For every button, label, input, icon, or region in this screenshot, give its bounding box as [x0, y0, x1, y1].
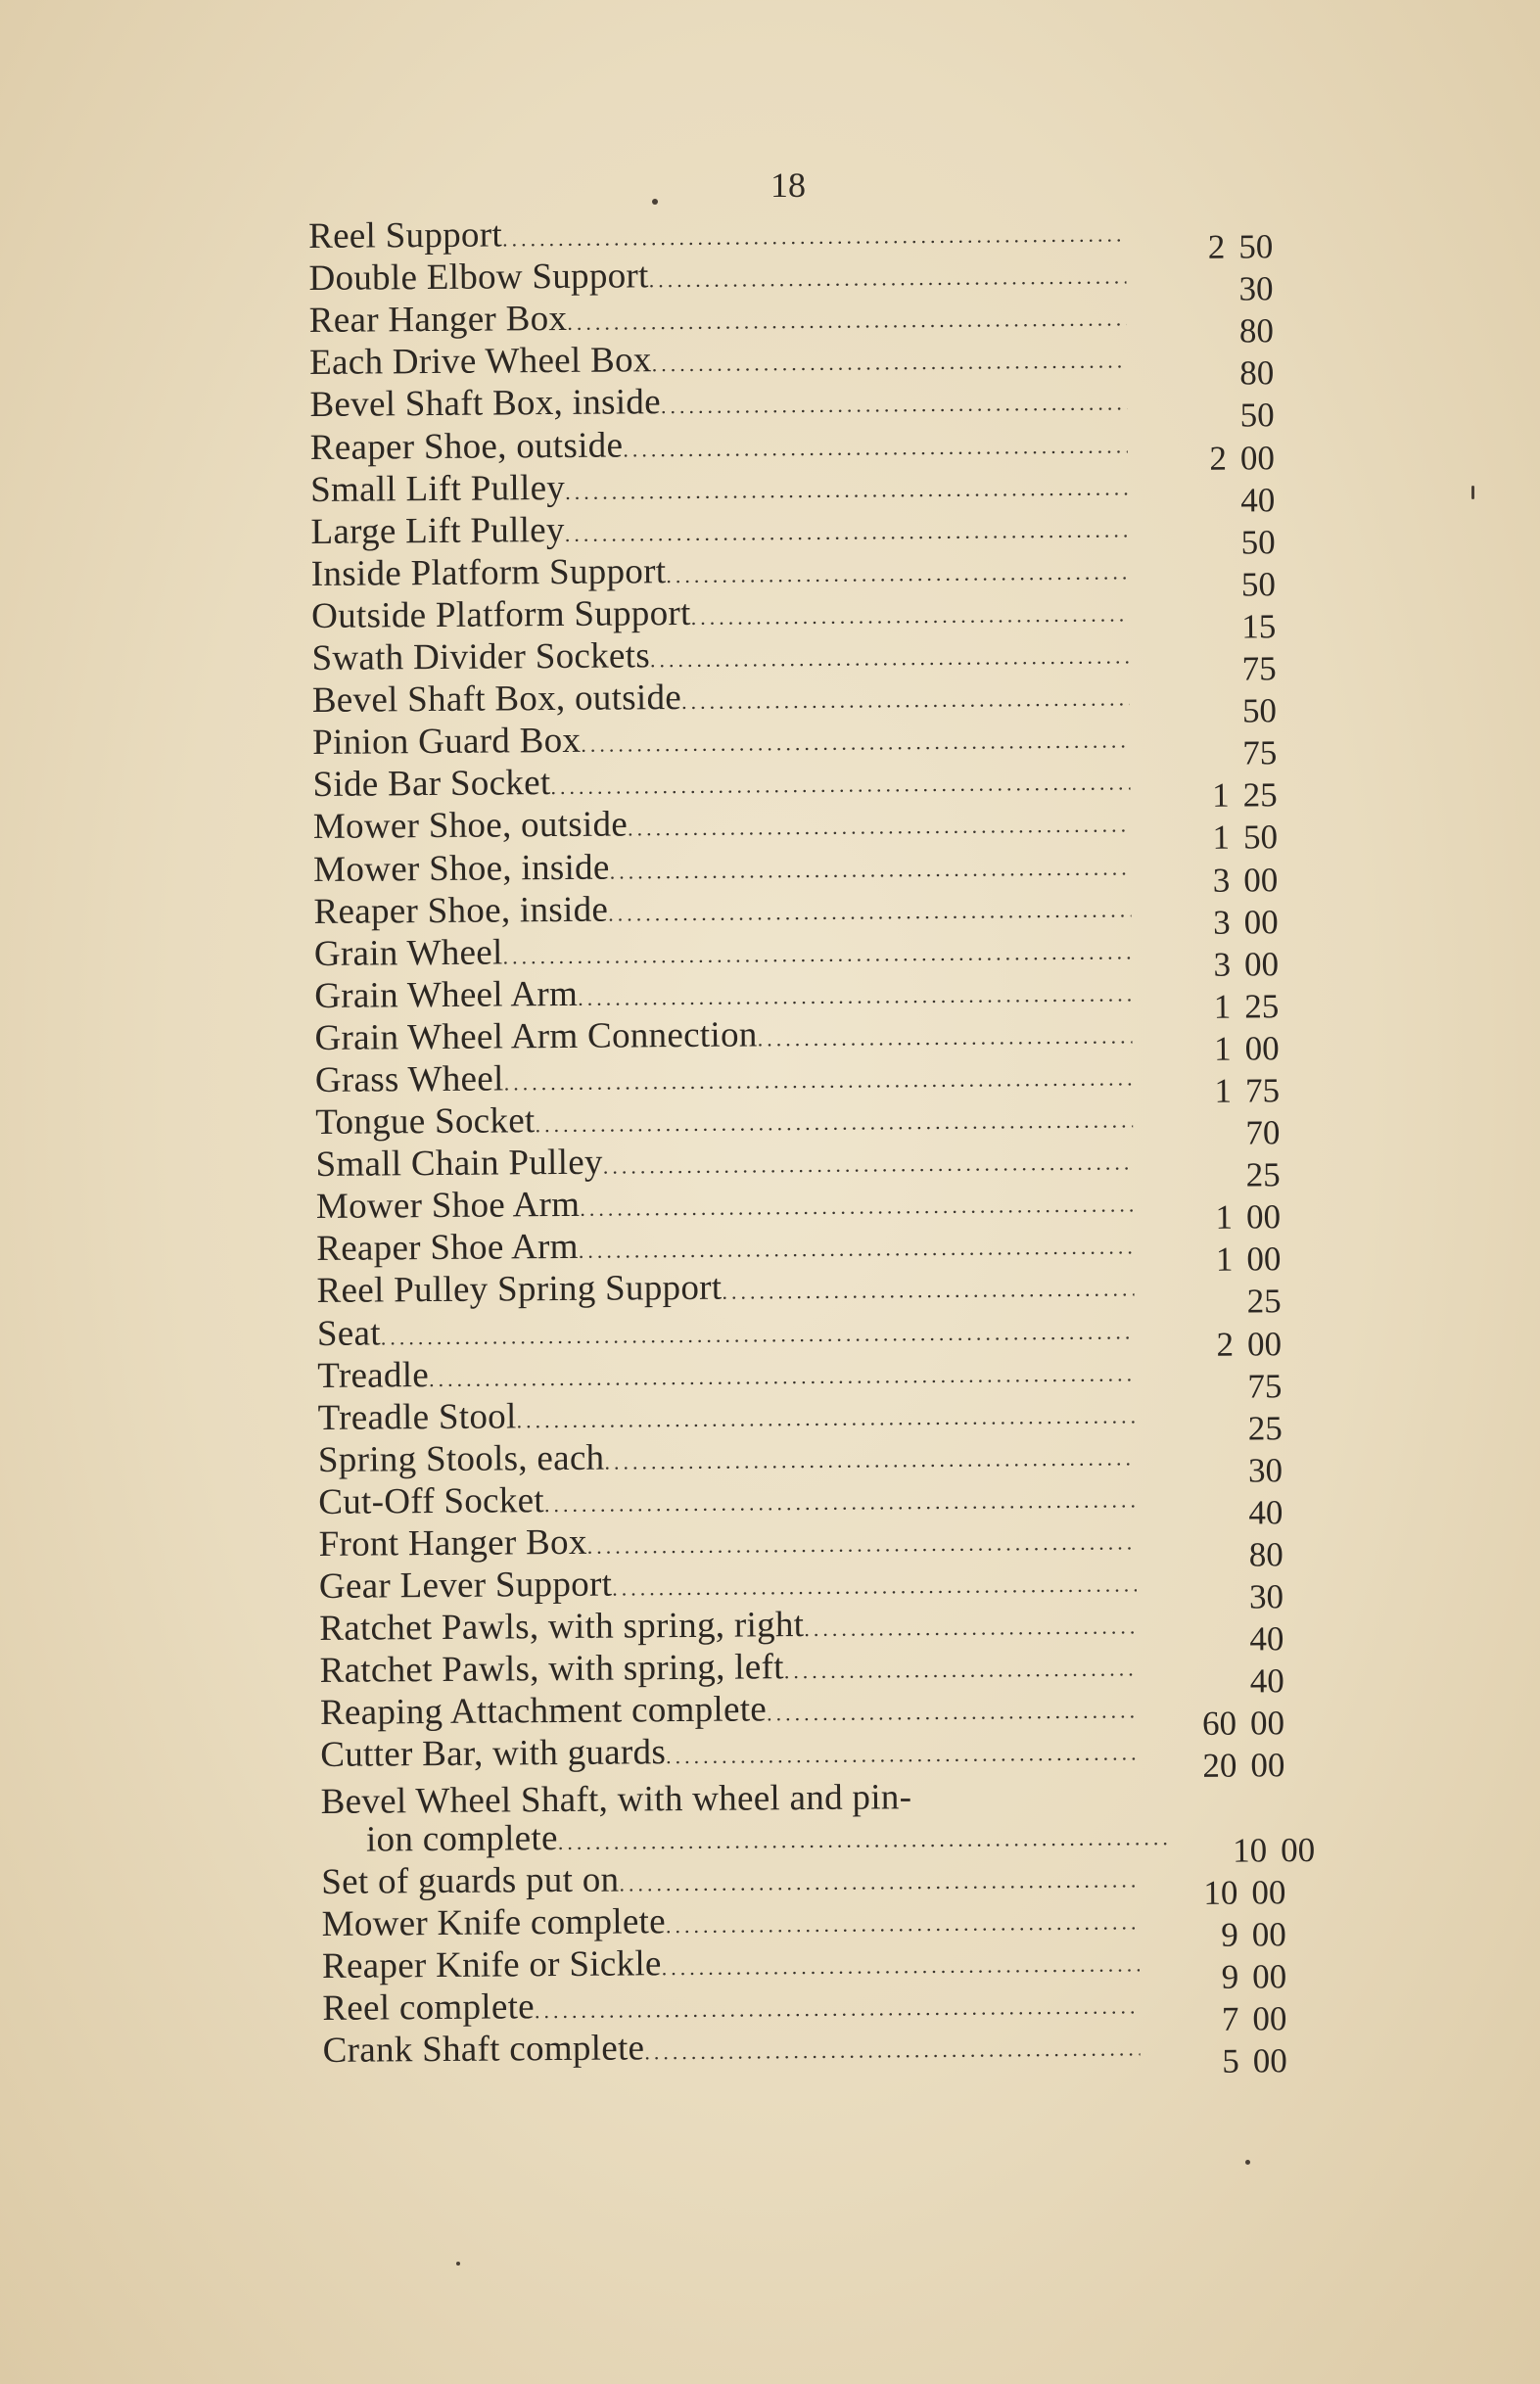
price-dollars: 10	[1232, 1831, 1268, 1870]
price-dollars: 1	[1212, 818, 1231, 858]
price-cents: 25	[1245, 1155, 1281, 1194]
price-cents: 00	[1239, 438, 1276, 478]
item-name: Reel Support	[307, 214, 503, 257]
item-name: Double Elbow Support	[308, 256, 649, 300]
item-name: Reaper Shoe Arm	[316, 1227, 579, 1270]
item-name: Treadle Stool	[317, 1396, 517, 1438]
price-cents: 00	[1252, 1999, 1287, 2038]
price-dollars: 3	[1213, 903, 1231, 942]
price-dollars: 3	[1212, 861, 1231, 900]
price-cents: 40	[1240, 480, 1276, 520]
price-cents: 00	[1243, 860, 1279, 900]
price-cents: 00	[1243, 902, 1279, 942]
price-dollars: 2	[1207, 227, 1226, 266]
item-name: Mower Knife complete	[321, 1901, 667, 1944]
price-dollars: 2	[1216, 1325, 1235, 1364]
item-name: Gear Lever Support	[318, 1564, 613, 1608]
price-cents: 00	[1245, 1197, 1282, 1237]
price-cents: 15	[1241, 607, 1277, 646]
price-cents: 25	[1242, 775, 1278, 815]
item-name: Outside Platform Support	[311, 592, 691, 636]
item-name: Seat	[316, 1312, 382, 1354]
item-name: Reaper Shoe, inside	[313, 889, 609, 932]
item-name: Reel Pulley Spring Support	[316, 1268, 723, 1312]
price-dollars: 9	[1221, 1957, 1239, 1996]
item-name: Grain Wheel	[313, 932, 503, 974]
price-cents: 00	[1251, 1957, 1287, 1996]
item-name: Cutter Bar, with guards	[320, 1732, 667, 1776]
price-list	[307, 211, 1341, 2080]
item-name: Reaping Attachment complete	[319, 1689, 768, 1734]
price-cents: 50	[1240, 523, 1276, 562]
price-dollars: 1	[1215, 1239, 1234, 1280]
price-cents: 00	[1243, 944, 1280, 984]
item-name: Grass Wheel	[314, 1058, 504, 1100]
price-cents: 70	[1245, 1113, 1281, 1152]
item-name: Reaper Shoe, outside	[309, 425, 624, 468]
item-name: Treadle	[317, 1354, 430, 1396]
price-dollars: 7	[1221, 1999, 1239, 2038]
item-name: Rear Hanger Box	[308, 299, 568, 342]
item-name: Bevel Shaft Box, inside	[309, 382, 662, 426]
price-cents: 00	[1250, 1746, 1285, 1785]
item-name: Small Chain Pulley	[315, 1142, 603, 1186]
price-cents: 80	[1239, 353, 1275, 393]
paper-speck	[1471, 486, 1474, 499]
item-name: Cut-Off Socket	[318, 1480, 545, 1522]
price-cents: 75	[1242, 733, 1278, 772]
price-cents: 50	[1240, 565, 1277, 604]
price-cents: 40	[1249, 1619, 1284, 1659]
price-cents: 00	[1246, 1324, 1283, 1364]
item-name: Pinion Guard Box	[312, 721, 582, 764]
price-cents: 75	[1247, 1366, 1283, 1406]
price-cents: 25	[1244, 987, 1280, 1026]
price-cents: 50	[1238, 227, 1274, 266]
price-cents: 00	[1280, 1830, 1316, 1869]
item-name: Bevel Wheel Shaft, with wheel and pin-	[320, 1776, 912, 1822]
item-label-cell	[323, 2024, 1141, 2077]
item-name: Large Lift Pulley	[310, 509, 565, 552]
price-cents: 75	[1241, 649, 1277, 688]
item-name: Spring Stools, each	[317, 1437, 605, 1480]
paper-speck	[456, 2262, 460, 2266]
item-name: Mower Shoe, inside	[313, 847, 610, 890]
item-name: Ratchet Pawls, with spring, right	[319, 1605, 805, 1650]
price-dollars: 1	[1214, 1071, 1233, 1110]
item-name: Front Hanger Box	[318, 1521, 587, 1565]
item-name: Set of guards put on	[321, 1859, 620, 1902]
item-name: Inside Platform Support	[310, 550, 667, 594]
item-name: Grain Wheel Arm	[314, 973, 579, 1016]
price-dollars: 2	[1209, 439, 1228, 478]
item-name: Reaper Knife or Sickle	[321, 1943, 662, 1987]
price-cents: 00	[1244, 1029, 1280, 1068]
item-name: Bevel Shaft Box, outside	[311, 678, 682, 722]
item-name: Swath Divider Sockets	[311, 635, 651, 679]
price-dollars: 9	[1221, 1915, 1238, 1954]
price-cents: 50	[1242, 818, 1279, 857]
price-dollars: 3	[1213, 945, 1232, 984]
price-dollars: 1	[1214, 1029, 1232, 1068]
price-cents: 40	[1248, 1493, 1283, 1532]
item-name: Grain Wheel Arm Connection	[314, 1014, 758, 1058]
item-name: Mower Shoe, outside	[312, 804, 629, 848]
price-dollars: 1	[1211, 775, 1230, 816]
price-cents: 30	[1247, 1451, 1283, 1490]
item-name: Reel complete	[322, 1987, 536, 2029]
item-name: Side Bar Socket	[312, 763, 551, 806]
item-name: Crank Shaft complete	[322, 2028, 645, 2072]
price-cents: 00	[1251, 1915, 1286, 1954]
item-name: Each Drive Wheel Box	[308, 340, 652, 384]
page-number: 18	[770, 165, 806, 205]
price-cents: 80	[1248, 1535, 1283, 1574]
price-cents: 50	[1239, 396, 1275, 436]
item-price	[1141, 2039, 1312, 2082]
price-dollars: 1	[1215, 1197, 1234, 1238]
price-cents: 30	[1238, 269, 1274, 308]
dot-leader	[644, 2028, 1141, 2074]
price-cents: 80	[1238, 311, 1275, 351]
paper-speck	[652, 199, 658, 205]
price-cents: 25	[1246, 1282, 1282, 1321]
price-dollars: 1	[1213, 987, 1232, 1026]
price-dollars: 5	[1222, 2041, 1239, 2080]
price-dollars: 60	[1201, 1704, 1237, 1744]
price-row	[322, 2026, 1341, 2080]
price-cents: 00	[1252, 2041, 1287, 2080]
item-name: Tongue Socket	[315, 1100, 536, 1144]
price-cents: 40	[1249, 1661, 1284, 1701]
price-cents: 00	[1251, 1872, 1286, 1912]
item-name: Mower Shoe Arm	[315, 1185, 581, 1228]
price-cents: 00	[1246, 1239, 1282, 1279]
paper-speck	[1245, 2160, 1250, 2165]
price-cents: 75	[1244, 1071, 1281, 1110]
price-cents: 25	[1247, 1408, 1283, 1448]
dot-leader	[666, 1732, 1139, 1778]
price-dollars: 20	[1202, 1747, 1237, 1786]
price-cents: 50	[1241, 691, 1278, 730]
price-cents: 00	[1249, 1704, 1285, 1743]
item-name: Ratchet Pawls, with spring, left	[319, 1647, 784, 1692]
price-dollars: 10	[1203, 1873, 1238, 1912]
price-cents: 30	[1248, 1577, 1284, 1616]
item-label-cell	[320, 1728, 1138, 1781]
item-name: Small Lift Pulley	[310, 467, 566, 510]
item-name: ion complete	[365, 1817, 558, 1860]
